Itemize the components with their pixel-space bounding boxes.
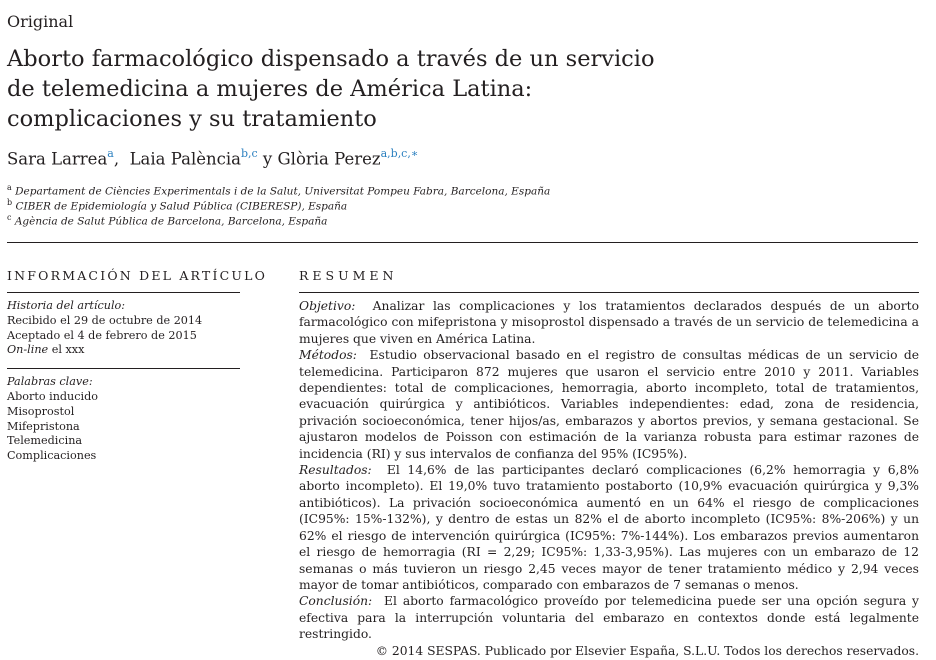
affiliation-mark: b <box>7 198 13 207</box>
keyword: Complicaciones <box>7 449 97 463</box>
header-divider <box>7 242 918 243</box>
keyword: Aborto inducido <box>7 389 99 403</box>
abstract-text: Analizar las complicaciones y los tratamientos declarados después de un aborto farmacológico con mifepristona y misoprostol dispensado a través de un servicio de telemedicina a mujeres que viven en América Latina. <box>299 299 919 346</box>
author-affiliation-mark[interactable]: a,b,c,∗ <box>380 147 419 160</box>
abstract-paragraph <box>299 593 919 642</box>
abstract-divider <box>299 292 919 293</box>
article-info-heading: INFORMACIÓN DEL ARTÍCULO <box>7 268 268 283</box>
affiliation <box>7 213 327 228</box>
abstract-label: Conclusión: <box>299 594 373 609</box>
affiliation-mark: c <box>7 213 12 222</box>
online-date <box>7 343 240 358</box>
author-name[interactable]: Laia Palència <box>129 149 241 169</box>
article-title <box>7 44 707 134</box>
title-line: Aborto farmacológico dispensado a través de un servicio <box>7 46 655 72</box>
abstract-paragraph <box>299 347 919 462</box>
author-affiliation-mark[interactable]: b,c <box>240 147 258 160</box>
abstract-paragraph <box>299 462 919 593</box>
affiliation-text: Departament de Ciències Experimentals i de la Salut, Universitat Pompeu Fabra, Barcelona, España <box>15 185 551 198</box>
abstract-text: Estudio observacional basado en el registro de consultas médicas de un servicio de telemedicina. Participaron 872 mujeres que usaron el servicio entre 2010 y 2011. Variables dependientes: total de complicaciones, hemorragia, aborto incompleto, total de tratamientos, evacuación quirúrgica y antibióticos. Variables independientes: edad, zona de residencia, privación socioeconómica, tener hijos/as, embarazos y abortos previos, y semana gestacional. Se ajustaron modelos de Poisson con estimación de la varianza robusta para estimar razones de incidencia (RI) y sus intervalos de confianza del 95% (IC95%). <box>299 348 919 461</box>
copyright-notice: © 2014 SESPAS. Publicado por Elsevier España, S.L.U. Todos los derechos reservados. <box>375 643 919 658</box>
title-line: de telemedicina a mujeres de América Latina: <box>7 76 533 102</box>
article-history <box>7 299 240 358</box>
abstract-text: El aborto farmacológico proveído por telemedicina puede ser una opción segura y efectiva para la interrupción voluntaria del embarazo en contextos donde está legalmente restringido. <box>299 594 920 642</box>
received-date: Recibido el 29 de octubre de 2014 <box>7 313 203 327</box>
affiliation <box>7 183 550 198</box>
keywords-block <box>7 375 240 464</box>
abstract-paragraph <box>299 298 919 347</box>
author-separator: , <box>113 149 130 169</box>
history-label: Historia del artículo: <box>7 299 126 312</box>
abstract-body <box>299 298 919 643</box>
keyword: Mifepristona <box>7 419 80 433</box>
keyword: Misoprostol <box>7 404 75 418</box>
author-separator: y <box>257 149 278 169</box>
article-info-column <box>7 268 268 464</box>
author-list <box>7 148 418 169</box>
affiliation <box>7 198 347 213</box>
section-tag: Original <box>7 12 74 31</box>
abstract-heading: RESUMEN <box>299 268 398 283</box>
abstract-label: Objetivo: <box>299 299 356 313</box>
abstract-text: El 14,6% de las participantes declaró complicaciones (6,2% hemorragia y 6,8% aborto incompleto). El 19,0% tuvo tratamiento postaborto (10,9% evacuación quirúrgica y 9,3% antibióticos). La privación socioeconómica aumentó en un 64% el riesgo de complicaciones (IC95%: 15%-132%), y dentro de estas un 82% el de aborto incompleto (IC95%: 8%-206%) y un 62% el riesgo de intervención quirúrgica (IC95%: 7%-144%). Los embarazos previos aumentaron el riesgo de hemorragia (RI = 2,29; IC95%: 1,33-3,95%). Las mujeres con un embarazo de 12 semanas o más tuvieron un riesgo 2,45 veces mayor de tener tratamiento médico y 2,94 veces mayor de tomar antibióticos, comparado con embarazos de 7 semanas o menos. <box>299 463 919 592</box>
author-affiliation-mark[interactable]: a <box>107 147 114 160</box>
affiliation-text: Agència de Salut Pública de Barcelona, Barcelona, España <box>14 215 328 228</box>
keywords-divider <box>7 368 240 369</box>
affiliation-text: CIBER de Epidemiología y Salud Pública (CIBERESP), España <box>15 200 348 213</box>
abstract-column <box>299 268 919 659</box>
online-prefix: On-line <box>7 343 49 357</box>
abstract-label: Resultados: <box>299 463 372 478</box>
keywords-label: Palabras clave: <box>7 375 93 389</box>
article-info-divider <box>7 292 240 293</box>
author-name[interactable]: Sara Larrea <box>7 149 108 169</box>
accepted-date: Aceptado el 4 de febrero de 2015 <box>7 328 197 342</box>
abstract-label: Métodos: <box>299 348 357 363</box>
affiliation-mark: a <box>7 183 12 192</box>
author-name[interactable]: Glòria Perez <box>277 149 381 169</box>
keyword: Telemedicina <box>7 434 83 448</box>
online-suffix: el xxx <box>48 343 85 357</box>
title-line: complicaciones y su tratamiento <box>7 106 377 132</box>
